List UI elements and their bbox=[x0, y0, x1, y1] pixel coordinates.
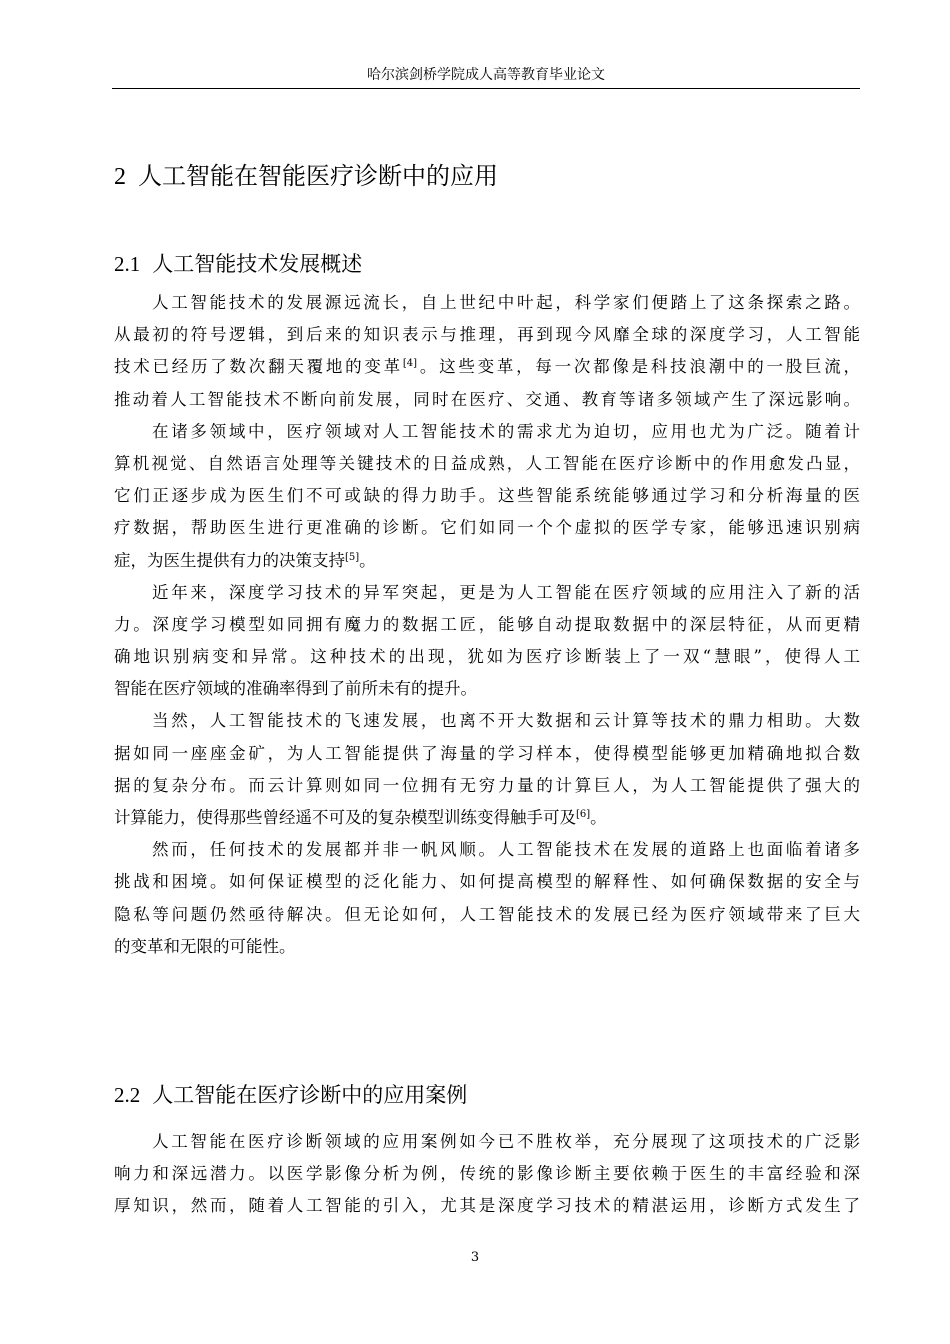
paragraph-line: 近年来，深度学习技术的异军突起，更是为人工智能在医疗领域的应用注入了新的活 bbox=[152, 582, 860, 602]
paragraph-line: 疗数据，帮助医生进行更准确的诊断。它们如同一个个虚拟的医学专家，能够迅速识别病 bbox=[114, 518, 860, 538]
paragraph-line bbox=[114, 802, 860, 834]
paragraph-line: 推动着人工智能技术不断向前发展，同时在医疗、交通、教育等诸多领域产生了深远影响。 bbox=[114, 389, 860, 409]
text-run: 技术已经历了数次翻天覆地的变革 bbox=[114, 357, 403, 377]
section-title-text: 人工智能在医疗诊断中的应用案例 bbox=[152, 1083, 468, 1107]
chapter-title-text: 人工智能在智能医疗诊断中的应用 bbox=[138, 162, 498, 190]
citation: [5] bbox=[345, 551, 360, 563]
paragraph-line: 厚知识，然而，随着人工智能的引入，尤其是深度学习技术的精湛运用，诊断方式发生了 bbox=[114, 1196, 860, 1216]
section-number: 2.1 bbox=[114, 252, 141, 276]
text-run: 。 bbox=[359, 550, 376, 570]
citation: [6] bbox=[576, 809, 591, 820]
paragraph-line: 人工智能技术的发展源远流长，自上世纪中叶起，科学家们便踏上了这条探索之路。 bbox=[152, 293, 860, 312]
section-title-text: 人工智能技术发展概述 bbox=[152, 252, 363, 276]
chapter-title bbox=[114, 160, 498, 193]
paragraph-line: 的变革和无限的可能性。 bbox=[114, 936, 296, 956]
paragraph-line: 确地识别病变和异常。这种技术的出现，犹如为医疗诊断装上了一双“慧眼”，使得人工 bbox=[114, 647, 860, 667]
section-2-1-body bbox=[114, 287, 860, 963]
paragraph-line: 从最初的符号逻辑，到后来的知识表示与推理，再到现今风靡全球的深度学习，人工智能 bbox=[114, 325, 860, 345]
paragraph-line: 据如同一座座金矿，为人工智能提供了海量的学习样本，使得模型能够更加精确地拟合数 bbox=[114, 743, 860, 763]
section-number: 2.2 bbox=[114, 1083, 141, 1107]
text-run: 计算能力，使得那些曾经遥不可及的复杂模型训练变得触手可及 bbox=[114, 808, 576, 827]
paragraph-line: 在诸多领域中，医疗领域对人工智能技术的需求尤为迫切，应用也尤为广泛。随着计 bbox=[152, 421, 860, 441]
section-title-2-2 bbox=[114, 1081, 467, 1109]
section-title-2-1 bbox=[114, 250, 362, 278]
citation: [4] bbox=[402, 358, 418, 370]
paragraph-line: 人工智能在医疗诊断领域的应用案例如今已不胜枚举，充分展现了这项技术的广泛影 bbox=[152, 1132, 860, 1151]
paragraph-line: 智能在医疗领域的准确率得到了前所未有的提升。 bbox=[114, 679, 477, 699]
paragraph-line: 它们正逐步成为医生们不可或缺的得力助手。这些智能系统能够通过学习和分析海量的医 bbox=[114, 486, 860, 506]
section-2-2-body bbox=[114, 1126, 860, 1223]
paragraph-line: 算机视觉、自然语言处理等关键技术的日益成熟，人工智能在医疗诊断中的作用愈发凸显， bbox=[114, 453, 860, 473]
paragraph-line: 挑战和困境。如何保证模型的泛化能力、如何提高模型的解释性、如何确保数据的安全与 bbox=[114, 872, 860, 892]
paragraph-line: 然而，任何技术的发展都并非一帆风顺。人工智能技术在发展的道路上也面临着诸多 bbox=[152, 840, 860, 860]
page-number: 3 bbox=[470, 1250, 480, 1265]
running-header: 哈尔滨剑桥学院成人高等教育毕业论文 bbox=[367, 67, 605, 83]
chapter-number: 2 bbox=[114, 164, 126, 190]
paragraph-line: 据的复杂分布。而云计算则如同一位拥有无穷力量的计算巨人，为人工智能提供了强大的 bbox=[114, 775, 860, 795]
paragraph-line: 当然，人工智能技术的飞速发展，也离不开大数据和云计算等技术的鼎力相助。大数 bbox=[152, 711, 860, 731]
header-rule bbox=[112, 88, 860, 89]
text-run: 。 bbox=[590, 808, 607, 827]
paragraph-line bbox=[114, 545, 860, 577]
text-run: 症，为医生提供有力的决策支持 bbox=[114, 550, 345, 570]
paragraph-line: 隐私等问题仍然亟待解决。但无论如何，人工智能技术的发展已经为医疗领域带来了巨大 bbox=[114, 904, 860, 924]
paragraph-line: 响力和深远潜力。以医学影像分析为例，传统的影像诊断主要依赖于医生的丰富经验和深 bbox=[114, 1164, 860, 1184]
paragraph-line bbox=[114, 351, 860, 383]
paragraph-line: 力。深度学习模型如同拥有魔力的数据工匠，能够自动提取数据中的深层特征，从而更精 bbox=[114, 614, 860, 634]
text-run: 。这些变革，每一次都像是科技浪潮中的一股巨流， bbox=[417, 357, 861, 377]
